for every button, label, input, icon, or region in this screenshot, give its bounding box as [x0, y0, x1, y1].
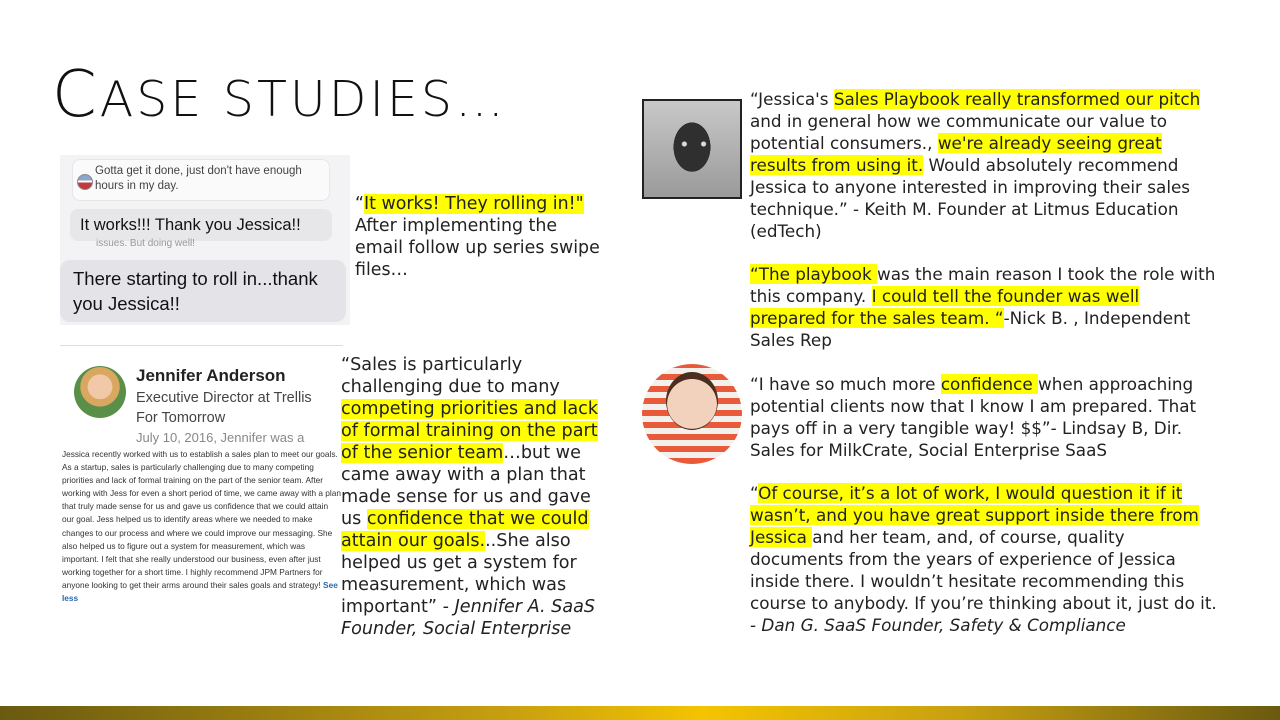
- quote-text: …but we came away with a plan that made sense for us and gave us: [341, 443, 591, 529]
- chat-screenshot: [60, 155, 350, 325]
- quote-highlight: It works! They rolling in!": [364, 194, 584, 214]
- quote-keith: [750, 88, 1220, 242]
- quote-text: Would absolutely recommend Jessica to anyone interested in improving their sales technique.” - Keith M. Founder at Litmus Education (edTech): [750, 155, 1191, 241]
- quote-text: “Jessica's: [750, 89, 834, 109]
- quote-text: After implementing the email follow up series swipe files…: [355, 216, 600, 280]
- chat-bubble-3: [60, 260, 346, 322]
- quote-text: “Sales is particularly challenging due to many: [341, 355, 560, 397]
- quote-highlight: we're already seeing great results from using it.: [750, 133, 1162, 175]
- quote-highlight: Sales Playbook really transformed our pitch: [833, 89, 1201, 109]
- quote-nick: [750, 263, 1220, 351]
- quote-text: -Nick B. , Independent Sales Rep: [750, 308, 1191, 350]
- recommender-role: Executive Director at Trellis For Tomorrow: [136, 390, 312, 426]
- lindsay-photo: [642, 364, 742, 464]
- chat-bubble-2: [70, 209, 332, 241]
- see-less-link[interactable]: See less: [62, 579, 338, 604]
- flag-icon: [77, 174, 93, 190]
- keith-photo: [642, 99, 742, 199]
- title-rest: ASE STUDIES…: [99, 71, 507, 128]
- chat-bubble-3-text: There starting to roll in...thank you Jessica!!: [73, 268, 318, 314]
- quote-attribution: Dan G. SaaS Founder, Safety & Compliance: [761, 615, 1126, 635]
- quote-text: and in general how we communicate our value to potential consumers.,: [750, 111, 1168, 153]
- recommendation-body: [62, 448, 342, 605]
- quote-text: was the main reason I took the role with this company.: [750, 264, 1216, 306]
- divider: [60, 345, 343, 346]
- quote-highlight: I could tell the founder was well prepared for the sales team. “: [750, 286, 1140, 328]
- recommendation-text: Jessica recently worked with us to establish a sales plan to meet our goals. As a startup, sales is particularly challenging due to many competing priorities and lack of formal training on the part of the senior team. After working with Jess for even a short period of time, we came away with a plan that truly made sense for us and gave us confidence that we could attain our goal. Jess helped us to identify areas where we needed to make changes to our process and where we could improve our messaging. She also helped us to figure out a system for measurement, which was important. I felt that she really understood our business, even after just working together for a short time. I highly recommend JPM Partners for anyone looking to get their arms around their sales goals and strategy!: [62, 449, 341, 590]
- quote-highlight: Of course, it’s a lot of work, I would question it if it wasn’t, and you have great support inside there from Jessica: [750, 483, 1199, 547]
- recommendation-date: July 10, 2016, Jennifer was a: [136, 430, 305, 445]
- quote-text: “I have so much more: [750, 374, 941, 394]
- quote-dan: [750, 482, 1220, 636]
- chat-bubble-1: [72, 159, 330, 201]
- quote-highlight: “The playbook: [750, 264, 878, 284]
- chat-fragment: issues. But doing well!: [96, 238, 195, 249]
- quote-highlight: competing priorities and lack of formal training on the part of the senior team: [341, 399, 599, 463]
- title-initial: C: [52, 58, 100, 132]
- quote-text: ..She also helped us get a system for measurement, which was important” -: [341, 531, 577, 617]
- quote-highlight: confidence: [940, 374, 1039, 394]
- avatar: [74, 366, 126, 418]
- quote-text: “: [750, 483, 759, 503]
- quote-lindsay: [750, 373, 1220, 461]
- quote-attribution: Jennifer A. SaaS Founder, Social Enterprise: [341, 597, 596, 639]
- bottom-accent-bar: [0, 706, 1280, 720]
- quote-highlight: confidence that we could attain our goals.: [341, 509, 589, 551]
- quote-it-works: [355, 193, 610, 281]
- quote-open: “: [355, 194, 365, 214]
- quote-text: and her team, and, of course, quality documents from the years of experience of Jessica inside there. I wouldn’t hesitate recommending this course to anybody. If you’re thinking about it, just do it. -: [750, 527, 1217, 635]
- chat-bubble-2-text: It works!!! Thank you Jessica!!: [80, 216, 301, 234]
- linkedin-recommendation: [62, 358, 342, 628]
- chat-bubble-1-text: Gotta get it done, just don't have enough hours in my day.: [95, 165, 302, 192]
- recommender-name: Jennifer Anderson: [136, 366, 286, 385]
- slide-title: [52, 58, 507, 132]
- quote-text: when approaching potential clients now that I know I am prepared. That pays off in a very tangible way! $$”- Lindsay B, Dir. Sales for MilkCrate, Social Enterprise SaaS: [750, 374, 1197, 460]
- quote-jennifer: [341, 354, 609, 640]
